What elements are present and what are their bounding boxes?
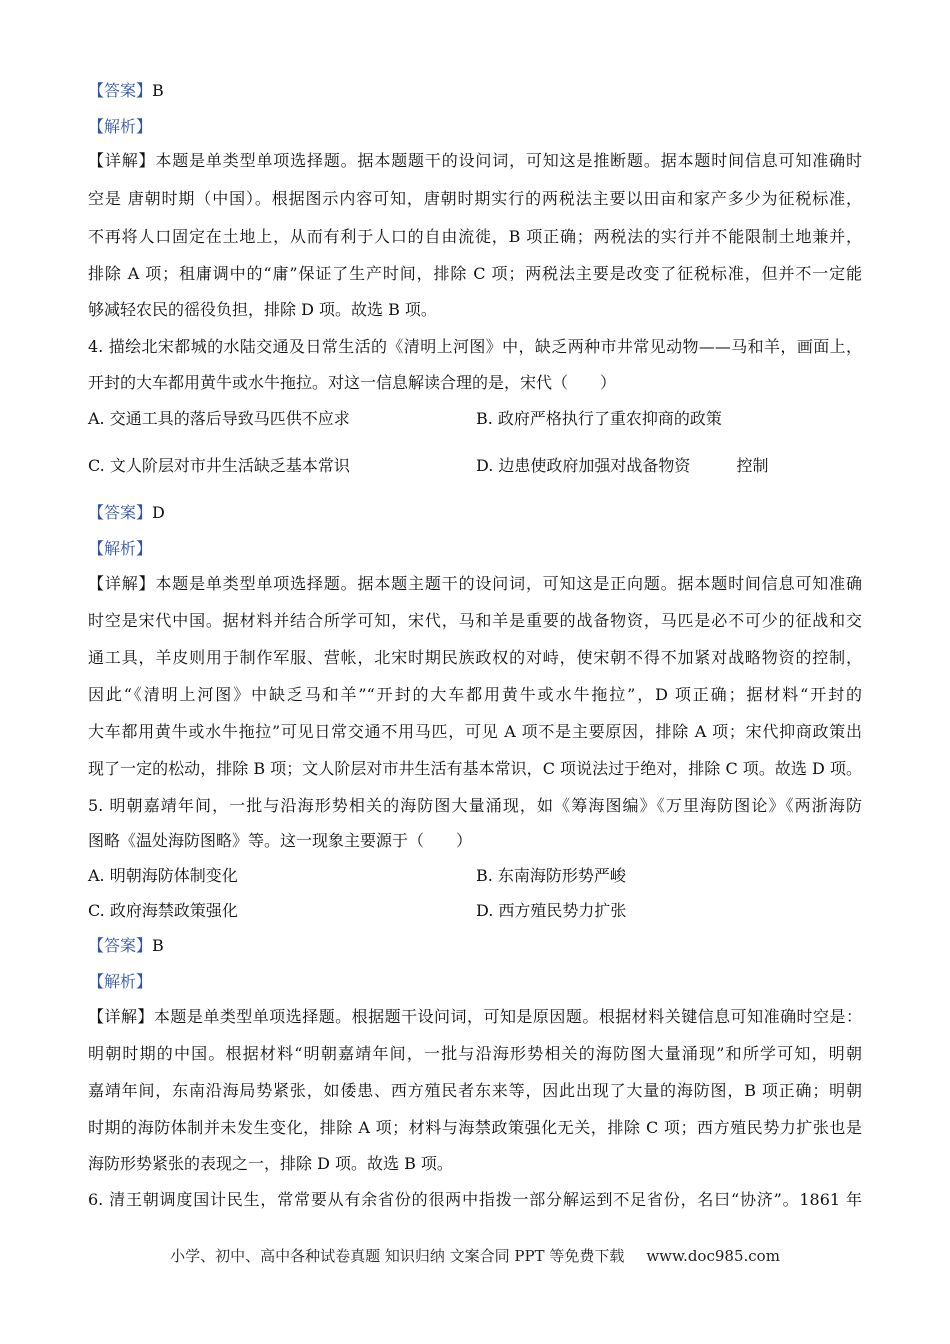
q5-detail-line-1: 【详解】本题是单类型单项选择题。根据题干设问词，可知是原因题。根据材料关键信息可知准确时空是： bbox=[88, 1007, 862, 1026]
q5-detail-line-4: 时期的海防体制并未发生变化，排除 A 项；材料与海禁政策强化无关，排除 C 项；西方殖民势力扩张也是 bbox=[88, 1118, 862, 1137]
q5-detail-line-3: 嘉靖年间，东南沿海局势紧张，如倭患、西方殖民者东来等，因此出现了大量的海防图，B 项正确；明朝 bbox=[88, 1081, 862, 1100]
q5-stem-line-1: 5. 明朝嘉靖年间，一批与沿海形势相关的海防图大量涌现，如《筹海图编》《万里海防图论》《两浙海防 bbox=[88, 796, 862, 815]
q6-stem-line-1: 6. 清王朝调度国计民生，常常要从有余省份的很两中指拨一部分解运到不足省份，名曰“协济”。1861 年 bbox=[88, 1190, 862, 1209]
q4-option-b: B. 政府严格执行了重农抑商的政策 bbox=[476, 409, 722, 428]
q5-detail-line-2: 明朝时期的中国。根据材料“明朝嘉靖年间，一批与沿海形势相关的海防图大量涌现”和所学可知，明朝 bbox=[88, 1044, 862, 1063]
q4-detail-line-5: 大车都用黄牛或水牛拖拉”可见日常交通不用马匹，可见 A 项不是主要原因，排除 A 项；宋代抑商政策出 bbox=[88, 722, 862, 741]
footer-text: 小学、初中、高中各种试卷真题 知识归纳 文案合同 PPT 等免费下载 bbox=[170, 1247, 625, 1265]
page-footer bbox=[0, 1246, 950, 1266]
detail-tag: 【详解】 bbox=[88, 574, 156, 593]
q5-option-b: B. 东南海防形势严峻 bbox=[476, 866, 626, 885]
detail-tag: 【详解】 bbox=[88, 1007, 154, 1026]
q4-detail-line-3: 通工具，羊皮则用于制作军服、营帐，北宋时期民族政权的对峙，使宋朝不得不加紧对战略物资的控制， bbox=[88, 648, 862, 667]
q4-option-c: C. 文人阶层对市井生活缺乏基本常识 bbox=[88, 456, 350, 475]
q4-detail-line-6: 现了一定的松动，排除 B 项；文人阶层对市井生活有基本常识，C 项说法过于绝对，排除 C 项。故选 D 项。 bbox=[88, 759, 862, 778]
q5-analysis-tag: 【解析】 bbox=[88, 972, 153, 991]
q3-detail-line-1: 【详解】本题是单类型单项选择题。据本题题干的设问词，可知这是推断题。据本题时间信息可知准确时 bbox=[88, 151, 862, 170]
footer-url[interactable]: www.doc985.com bbox=[646, 1247, 780, 1265]
q5-answer-line bbox=[88, 936, 164, 956]
q3-analysis-tag: 【解析】 bbox=[88, 117, 153, 136]
answer-tag: 【答案】 bbox=[88, 936, 153, 955]
answer-tag: 【答案】 bbox=[88, 503, 153, 522]
q4-option-a: A. 交通工具的落后导致马匹供不应求 bbox=[88, 409, 350, 428]
answer-tag: 【答案】 bbox=[88, 81, 153, 100]
detail-tag: 【详解】 bbox=[88, 151, 156, 170]
q4-stem-line-2: 开封的大车都用黄牛或水牛拖拉。对这一信息解读合理的是，宋代（ ） bbox=[88, 373, 617, 392]
q5-detail-line-5: 海防形势紧张的表现之一，排除 D 项。故选 B 项。 bbox=[88, 1154, 453, 1173]
q5-stem-line-2: 图略《温处海防图略》等。这一现象主要源于（ ） bbox=[88, 831, 473, 850]
q3-answer-value: B bbox=[152, 81, 164, 100]
q5-option-c: C. 政府海禁政策强化 bbox=[88, 901, 238, 920]
q5-answer-value: B bbox=[152, 936, 164, 955]
q4-stem-line-1: 4. 描绘北宋都城的水陆交通及日常生活的《清明上河图》中，缺乏两种市井常见动物——马和羊，画面上， bbox=[88, 337, 862, 356]
q3-detail-line-3: 不再将人口固定在土地上，从而有利于人口的自由流徙，B 项正确；两税法的实行并不能限制土地兼并， bbox=[88, 227, 862, 246]
q3-answer-line bbox=[88, 81, 164, 101]
q5-option-d: D. 西方殖民势力扩张 bbox=[476, 901, 627, 920]
q4-detail-line-1: 【详解】本题是单类型单项选择题。据本题主题干的设问词，可知这是正向题。据本题时间信息可知准确 bbox=[88, 574, 862, 593]
q5-option-a: A. 明朝海防体制变化 bbox=[88, 866, 238, 885]
q4-answer-value: D bbox=[152, 503, 165, 522]
q4-answer-line bbox=[88, 503, 165, 523]
q4-analysis-tag: 【解析】 bbox=[88, 539, 153, 558]
q3-detail-line-4: 排除 A 项；租庸调中的“庸”保证了生产时间，排除 C 项；两税法主要是改变了征税标准，但并不一定能 bbox=[88, 264, 862, 283]
q4-detail-line-4: 因此“《清明上河图》中缺乏马和羊”“开封的大车都用黄牛或水牛拖拉”，D 项正确；据材料“开封的 bbox=[88, 685, 862, 704]
q3-detail-line-5: 够减轻农民的徭役负担，排除 D 项。故选 B 项。 bbox=[88, 300, 437, 319]
q4-option-d: D. 边患使政府加强对战备物资 控制 bbox=[476, 456, 769, 475]
q4-detail-line-2: 时空是宋代中国。据材料并结合所学可知，宋代，马和羊是重要的战备物资，马匹是必不可少的征战和交 bbox=[88, 611, 862, 630]
q3-detail-line-2: 空是 唐朝时期（中国）。根据图示内容可知，唐朝时期实行的两税法主要以田亩和家产多少为征税标准， bbox=[88, 189, 862, 208]
